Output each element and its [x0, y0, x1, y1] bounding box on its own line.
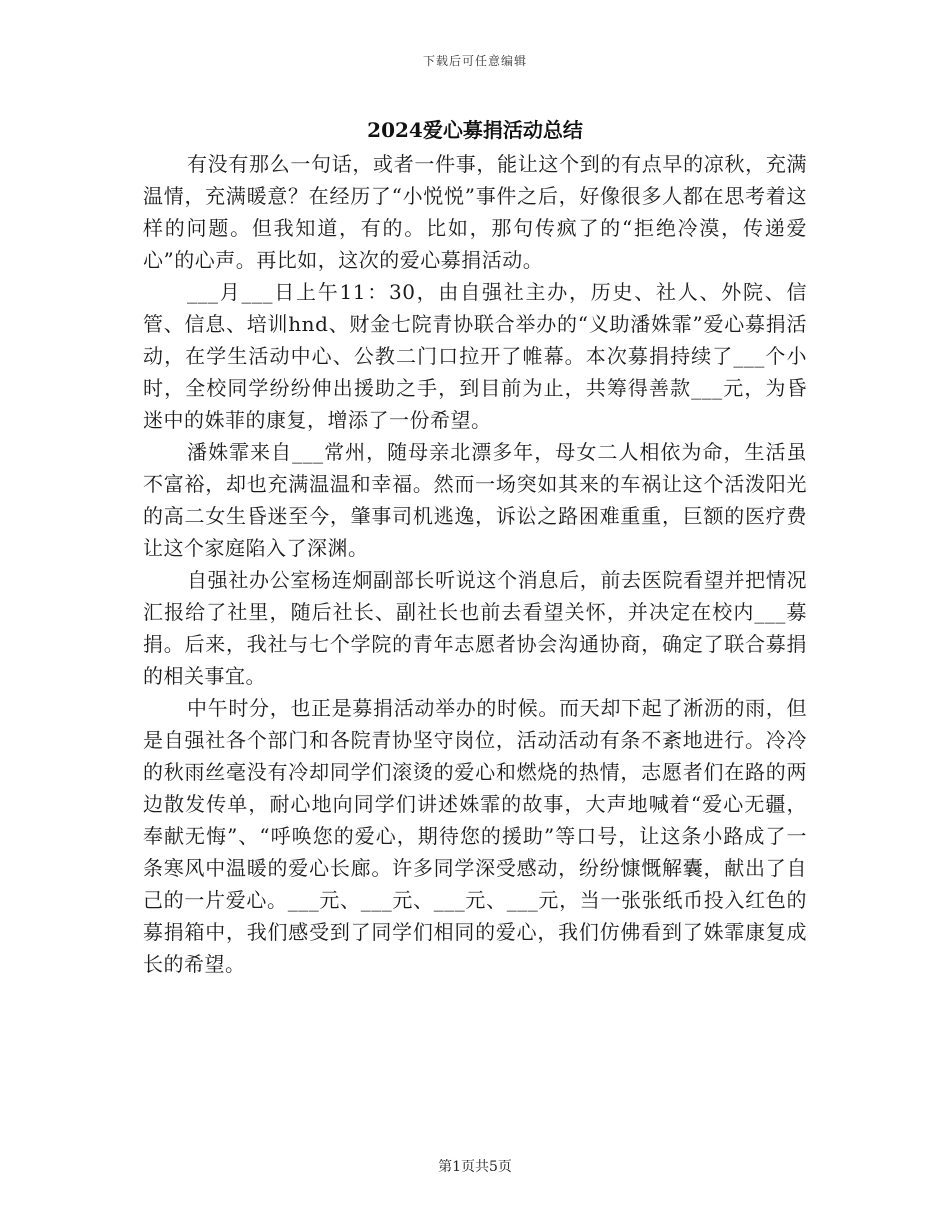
header-note: 下载后可任意编辑 — [422, 54, 527, 68]
document-body — [143, 148, 807, 980]
paragraph-3: 潘姝霏来自___常州，随母亲北漂多年，母女二人相依为命，生活虽不富裕，却也充满温温和幸福。然而一场突如其来的车祸让这个活泼阳光的高二女生昏迷至今，肇事司机逃逸，诉讼之路困难重重，巨额的医疗费让这个家庭陷入了深渊。 — [143, 440, 807, 560]
document-title: 2024爱心募捐活动总结 — [367, 118, 583, 142]
paragraph-1: 有没有那么一句话，或者一件事，能让这个到的有点早的凉秋，充满温情，充满暖意？在经历了“小悦悦”事件之后，好像很多人都在思考着这样的问题。但我知道，有的。比如，那句传疯了的“拒绝冷漠，传递爱心”的心声。再比如，这次的爱心募捐活动。 — [143, 152, 807, 272]
paragraph-5: 中午时分，也正是募捐活动举办的时候。而天却下起了淅沥的雨，但是自强社各个部门和各院青协坚守岗位，活动活动有条不紊地进行。冷冷的秋雨丝毫没有冷却同学们滚烫的爱心和燃烧的热情，志愿者们在路的两边散发传单，耐心地向同学们讲述姝霏的故事，大声地喊着“爱心无疆，奉献无悔”、“呼唤您的爱心，期待您的援助”等口号，让这条小路成了一条寒风中温暖的爱心长廊。许多同学深受感动，纷纷慷慨解囊，献出了自己的一片爱心。___元、___元、___元、___元，当一张张纸币投入红色的募捐箱中，我们感受到了同学们相同的爱心，我们仿佛看到了姝霏康复成长的希望。 — [143, 696, 807, 976]
paragraph-2: ___月___日上午11：30，由自强社主办，历史、社人、外院、信管、信息、培训hnd、财金七院青协联合举办的“义助潘姝霏”爱心募捐活动，在学生活动中心、公教二门口拉开了帷幕。本次募捐持续了___个小时，全校同学纷纷伸出援助之手，到目前为止，共筹得善款___元，为昏迷中的姝菲的康复，增添了一份希望。 — [143, 280, 807, 432]
paragraph-4: 自强社办公室杨连炯副部长听说这个消息后，前去医院看望并把情况汇报给了社里，随后社长、副社长也前去看望关怀，并决定在校内___募捐。后来，我社与七个学院的青年志愿者协会沟通协商，确定了联合募捐的相关事宜。 — [143, 568, 807, 688]
page-footer: 第1页共5页 — [438, 1159, 512, 1175]
